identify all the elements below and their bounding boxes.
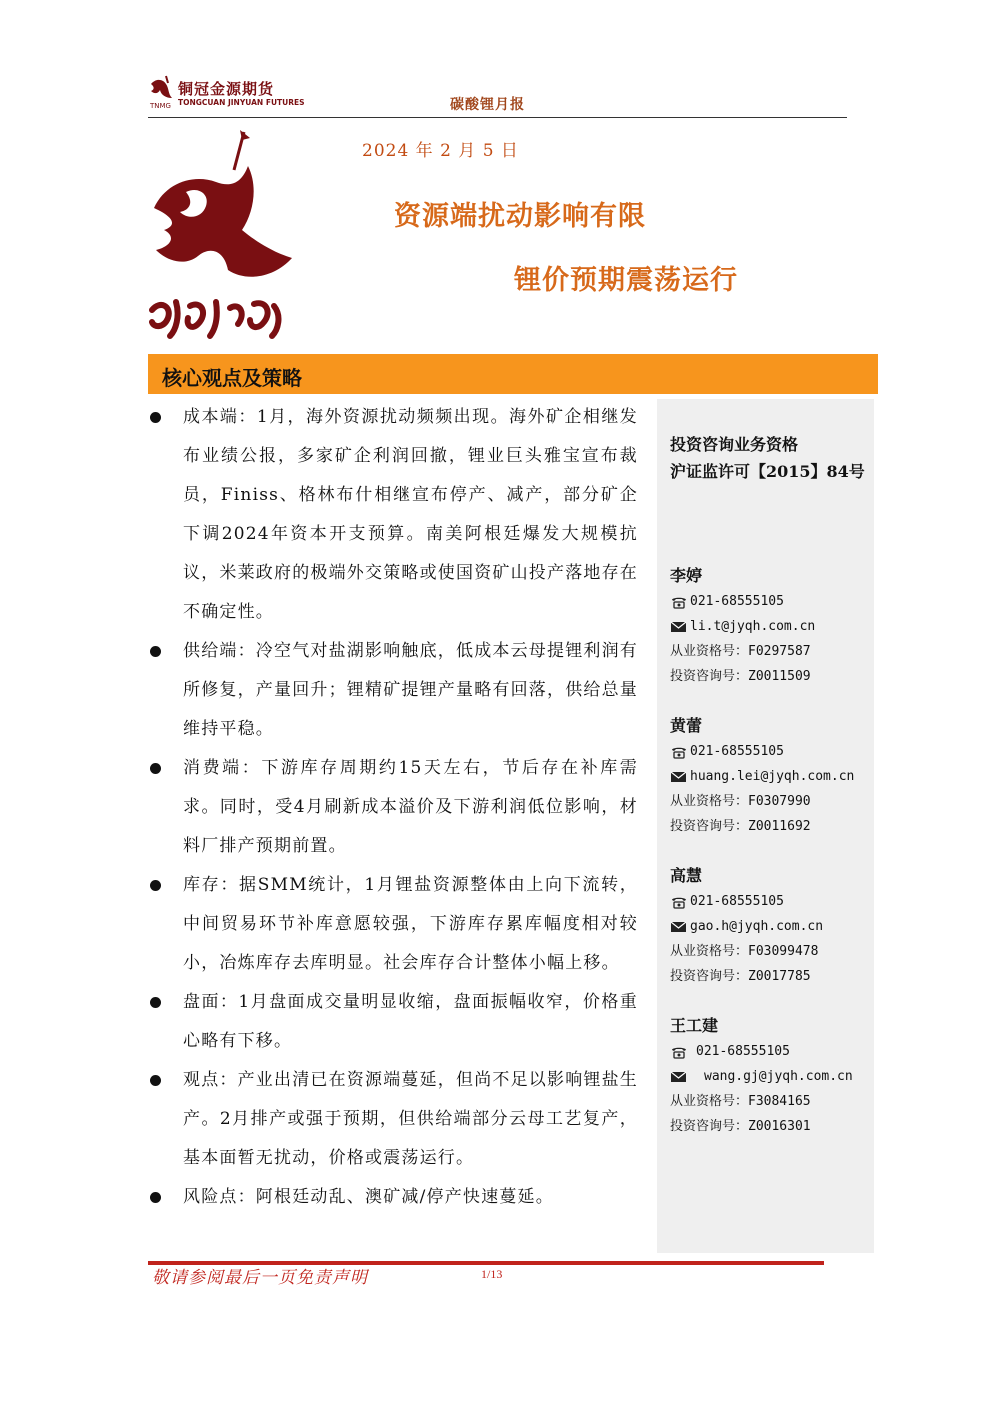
- analyst-qualification: 从业资格号：F03099478: [670, 944, 819, 959]
- analyst-phone: 021-68555105: [690, 594, 784, 609]
- phone-icon: [670, 745, 688, 759]
- analyst-card: [670, 863, 870, 989]
- analyst-email[interactable]: huang.lei@jyqh.com.cn: [690, 769, 855, 784]
- list-item: 成本端：1月，海外资源扰动频频出现。海外矿企相继发布业绩公报，多家矿企利润回撤，锂业巨头雅宝宣布裁员，Finiss、格林布什相继宣布停产、减产，部分矿企下调2024年资本开支预算。南美阿根廷爆发大规模抗议，米莱政府的极端外交策略或使国资矿山投产落地存在不确定性。: [148, 398, 638, 632]
- phone-icon: [670, 1045, 688, 1059]
- analyst-phone-row: [670, 889, 870, 914]
- core-viewpoints-list: [148, 398, 638, 1217]
- analyst-qualification: 从业资格号：F3084165: [670, 1094, 811, 1109]
- analyst-phone: 021-68555105: [690, 894, 784, 909]
- page-number: 1/13: [481, 1267, 503, 1281]
- analyst-side-panel: [657, 399, 874, 1253]
- analyst-advisory-id: 投资咨询号：Z0011509: [670, 669, 811, 684]
- logo-english-name: TONGCUAN JINYUAN FUTURES: [178, 98, 305, 107]
- list-item: 观点：产业出清已在资源端蔓延，但尚不足以影响锂盐生产。2月排产或强于预期，但供给端部分云母工艺复产，基本面暂无扰动，价格或震荡运行。: [148, 1061, 638, 1178]
- list-item: 风险点：阿根廷动乱、澳矿减/停产快速蔓延。: [148, 1178, 638, 1217]
- analyst-card: [670, 713, 870, 839]
- analyst-email-row: [670, 914, 870, 939]
- analyst-name: 高慧: [670, 866, 703, 885]
- analyst-phone-row: [670, 1039, 870, 1064]
- analyst-qualification: 从业资格号：F0297587: [670, 644, 811, 659]
- logo-tnmg: TNMG: [150, 102, 171, 110]
- email-icon: [670, 1070, 688, 1084]
- analyst-name: 李婷: [670, 566, 703, 585]
- analyst-phone: 021-68555105: [690, 744, 784, 759]
- footer-disclaimer: 敬请参阅最后一页免责声明: [152, 1268, 368, 1288]
- company-logo: [148, 74, 308, 112]
- logo-mark-icon: [148, 74, 176, 104]
- bullet-icon: [150, 1192, 161, 1203]
- analyst-card: [670, 1013, 870, 1139]
- list-item: 库存：据SMM统计，1月锂盐资源整体由上向下流转，中间贸易环节补库意愿较强，下游库存累库幅度相对较小，冶炼库存去库明显。社会库存合计整体小幅上移。: [148, 866, 638, 983]
- analyst-name: 王工建: [670, 1016, 719, 1035]
- analyst-qualification: 从业资格号：F0307990: [670, 794, 811, 809]
- analyst-phone-row: [670, 739, 870, 764]
- analyst-email-row: [670, 614, 870, 639]
- analyst-advisory-id: 投资咨询号：Z0011692: [670, 819, 811, 834]
- header-divider: [148, 117, 847, 118]
- bullet-icon: [150, 997, 161, 1008]
- analyst-card: [670, 563, 870, 689]
- report-date: 2024 年 2 月 5 日: [362, 141, 519, 161]
- brand-artwork-icon: [146, 130, 296, 350]
- list-item: 消费端：下游库存周期约15天左右，节后存在补库需求。同时，受4月刷新成本溢价及下游利润低位影响，材料厂排产预期前置。: [148, 749, 638, 866]
- bullet-icon: [150, 646, 161, 657]
- license-line-2: 沪证监许可【2015】84号: [670, 462, 865, 481]
- license-info: [670, 431, 870, 485]
- bullet-icon: [150, 412, 161, 423]
- logo-chinese-name: 铜冠金源期货: [178, 80, 275, 98]
- bullet-icon: [150, 1075, 161, 1086]
- analyst-email-row: [670, 764, 870, 789]
- analyst-email-row: [670, 1064, 870, 1089]
- report-type: 碳酸锂月报: [450, 97, 525, 113]
- analyst-email[interactable]: wang.gj@jyqh.com.cn: [704, 1069, 853, 1084]
- phone-icon: [670, 895, 688, 909]
- analyst-phone: 021-68555105: [696, 1044, 790, 1059]
- license-line-1: 投资咨询业务资格: [670, 435, 799, 454]
- list-item: 供给端：冷空气对盐湖影响触底，低成本云母提锂利润有所修复，产量回升；锂精矿提锂产量略有回落，供给总量维持平稳。: [148, 632, 638, 749]
- list-item: 盘面：1月盘面成交量明显收缩，盘面振幅收窄，价格重心略有下移。: [148, 983, 638, 1061]
- analyst-name: 黄蕾: [670, 716, 703, 735]
- phone-icon: [670, 595, 688, 609]
- section-header-bar: [148, 354, 878, 394]
- analyst-advisory-id: 投资咨询号：Z0016301: [670, 1119, 811, 1134]
- report-title-line-1: 资源端扰动影响有限: [394, 201, 646, 232]
- analyst-email[interactable]: li.t@jyqh.com.cn: [690, 619, 816, 634]
- email-icon: [670, 770, 688, 784]
- analyst-phone-row: [670, 589, 870, 614]
- email-icon: [670, 920, 688, 934]
- analyst-email[interactable]: gao.h@jyqh.com.cn: [690, 919, 824, 934]
- bullet-icon: [150, 880, 161, 891]
- bullet-icon: [150, 763, 161, 774]
- analyst-advisory-id: 投资咨询号：Z0017785: [670, 969, 811, 984]
- section-title: 核心观点及策略: [162, 366, 302, 390]
- email-icon: [670, 620, 688, 634]
- report-title-line-2: 锂价预期震荡运行: [514, 265, 738, 296]
